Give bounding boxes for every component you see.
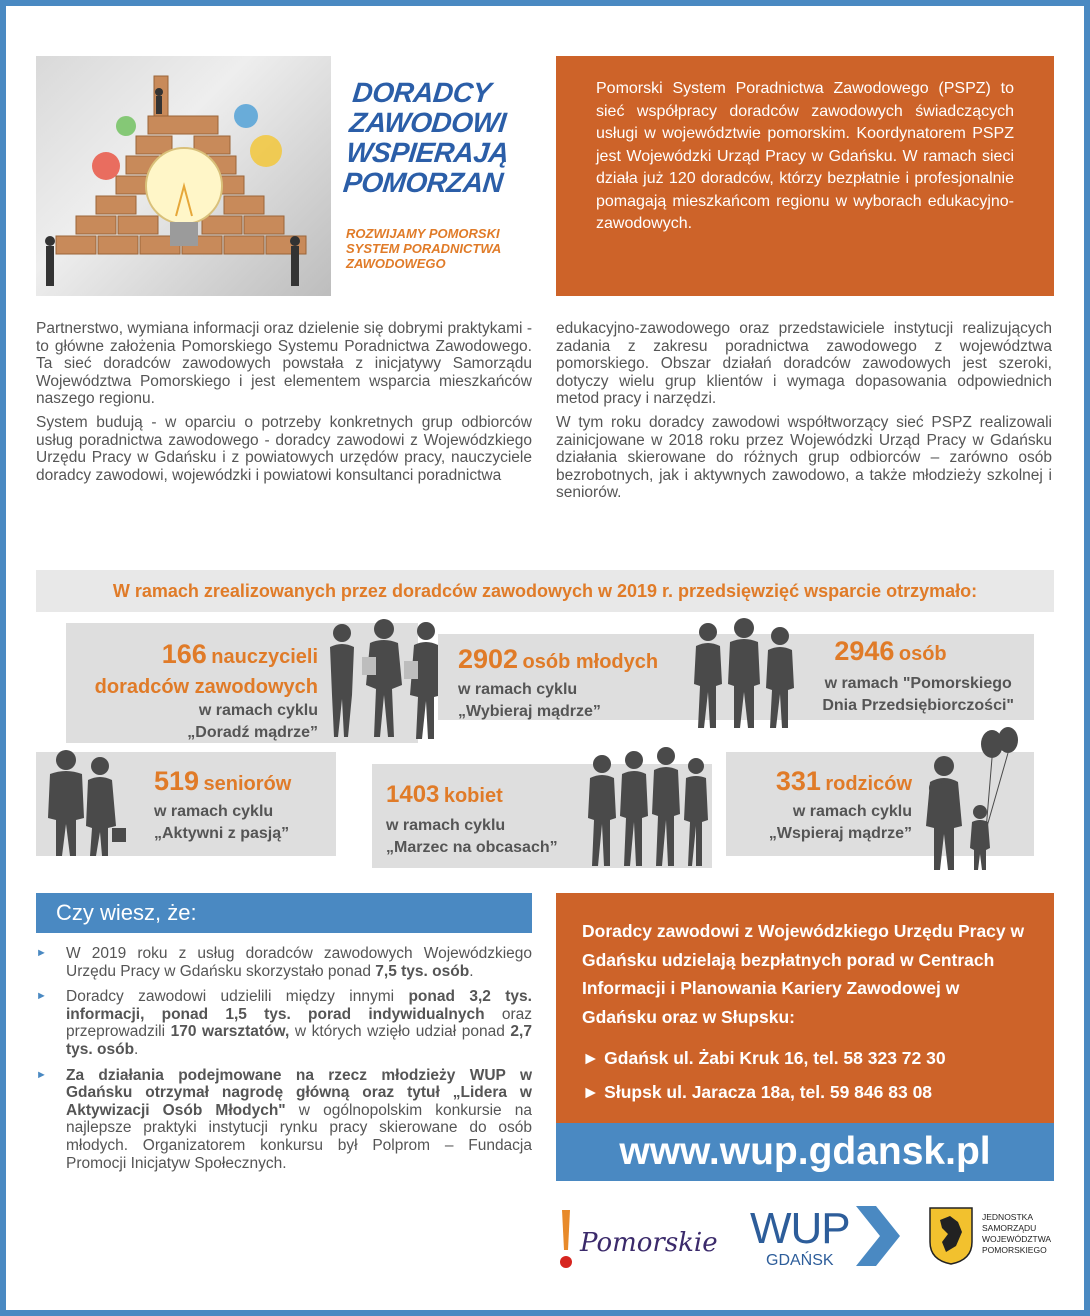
bullet-text: W 2019 roku z usług doradców zawodowych Wojewódzkiego Urzędu Pracy w Gdańsku skorzystało ponad — [66, 945, 532, 980]
stat-label: osób młodych — [522, 651, 659, 673]
address-gdansk: ► Gdańsk ul. Żabi Kruk 16, tel. 58 323 72 30 — [582, 1048, 946, 1068]
stat-label: nauczycieli — [211, 646, 318, 668]
body-columns — [36, 320, 1054, 550]
list-item — [36, 1067, 532, 1173]
stat-number: 331 — [775, 766, 821, 796]
stat-text — [154, 766, 291, 845]
voivodeship-logo — [928, 1206, 1054, 1276]
lightbulb-bricks-illustration — [36, 56, 331, 296]
wup-city: GDAŃSK — [766, 1252, 834, 1269]
logo-line: SAMORZĄDU — [982, 1223, 1037, 1233]
griffin-coat-of-arms-icon — [928, 1206, 974, 1266]
bullet-text: w ogólnopolskim konkursie na najlepsze praktyki instytucji rynku pracy skierowane do osób młodych. Organizatorem konkursu był Polprom – Fundacja Promocji Inicjatyw Społecznych. — [66, 1101, 532, 1172]
stat-text — [726, 766, 912, 845]
bullet-arrow-icon: ► — [36, 1068, 47, 1081]
bullet-bold: 2,7 tys. osób — [66, 1023, 532, 1058]
website-link[interactable]: www.wup.gdansk.pl — [556, 1123, 1054, 1181]
stat-sub-2: Dnia Przedsiębiorczości" — [822, 697, 1014, 714]
body-paragraph: edukacyjno-zawodowego oraz przedstawiciele instytucji realizujących zadania z zakresu poradnictwa zawodowego z województwa pomorskiego. Obszar działań doradców zawodowych jest szeroki, dotyczy wielu grup klientów i wymaga dopasowania odpowiednich metod pracy i narzędzi. — [556, 320, 1052, 408]
stat-number: 166 — [161, 639, 207, 669]
bullet-bold: 7,5 tys. osób — [375, 962, 470, 980]
list-item — [36, 988, 532, 1058]
body-paragraph: W tym roku doradcy zawodowi współtworzący sieć PSPZ realizowali zainicjowane w 2018 roku przez Wojewódzki Urząd Pracy w Gdańsku działania skierowane do różnych grup odbiorców – zarówno osób bezrobotnych, jak i aktywnych zawodowo, a także młodzieży szkolnej i seniorów. — [556, 413, 1052, 502]
youth-silhouette-icon — [690, 618, 800, 730]
hero-subtitle: ROZWIJAMY POMORSKI SYSTEM PORADNICTWA ZAWODOWEGO — [346, 226, 501, 271]
stat-label: osób — [898, 643, 947, 665]
illustration-graphic — [36, 56, 331, 296]
stat-sub-1: w ramach cyklu — [458, 681, 578, 698]
intro-box — [556, 56, 1054, 296]
contact-box — [556, 893, 1054, 1123]
bullet-text: . — [134, 1040, 139, 1058]
stat-text — [66, 639, 318, 744]
wup-logo — [750, 1206, 910, 1276]
contact-text: Doradcy zawodowi z Wojewódzkiego Urzędu Pracy w Gdańsku udzielają bezpłatnych porad w Centrach Informacji i Planowania Kariery Zawodowej w Gdańsku oraz w Słupsku: — [582, 921, 1025, 1027]
bullet-text: w których wzięło udział ponad — [289, 1023, 511, 1041]
stat-label: rodziców — [825, 773, 912, 795]
logo-row — [556, 1200, 1054, 1290]
stat-text — [458, 644, 658, 723]
seniors-silhouette-icon — [36, 746, 132, 858]
stat-sub-2: „Aktywni z pasją” — [154, 825, 290, 842]
pomorskie-logo — [556, 1208, 726, 1278]
stat-label: kobiet — [443, 785, 503, 807]
logo-line: JEDNOSTKA — [982, 1212, 1034, 1222]
stat-sub-2: „Wspieraj mądrze” — [768, 825, 912, 842]
bullet-arrow-icon: ► — [36, 947, 47, 959]
stat-number: 519 — [154, 766, 200, 796]
logo-line: WOJEWÓDZTWA — [982, 1234, 1052, 1244]
stat-number: 2902 — [458, 644, 519, 674]
bullet-bold: 170 warsztatów, — [170, 1023, 290, 1041]
stat-label: seniorów — [203, 773, 292, 795]
stat-text — [386, 778, 558, 859]
address-slupsk: ► Słupsk ul. Jaracza 18a, tel. 59 846 83 08 — [582, 1082, 933, 1102]
stat-sub-1: w ramach cyklu — [154, 803, 274, 820]
stat-label-2: doradców zawodowych — [94, 676, 318, 698]
voivodeship-text — [982, 1212, 1051, 1256]
hero-banner — [36, 56, 554, 296]
bullet-text: . — [469, 962, 474, 980]
logo-line: POMORSKIEGO — [982, 1245, 1047, 1255]
bullet-bold: Za działania podejmowane na rzecz młodzieży WUP w Gdańsku otrzymał nagrodę główną oraz tytuł „Lidera w Aktywizacji Osób Młodych" — [66, 1066, 532, 1119]
exclamation-icon — [556, 1208, 576, 1270]
stat-sub-1: w ramach cyklu — [198, 702, 318, 719]
did-you-know-heading: Czy wiesz, że: — [36, 893, 532, 933]
intro-text: Pomorski System Poradnictwa Zawodowego (PSPZ) to sieć współpracy doradców zawodowych świadczących usługi w województwie pomorskim. Koordynatorem PSPZ jest Wojewódzki Urząd Pracy w Gdańsku. W ramach sieci działa już 120 doradców, którzy bezpłatnie i profesjonalnie pomagają mieszkańcom regionu w wyborach edukacyjno-zawodowych. — [596, 80, 1014, 232]
teachers-silhouette-icon — [322, 615, 452, 743]
bullet-arrow-icon: ► — [36, 990, 47, 1003]
stat-sub-1: w ramach "Pomorskiego — [824, 675, 1012, 692]
stat-number: 1403 — [386, 781, 440, 808]
wup-wordmark: WUP — [750, 1204, 850, 1253]
address-list — [582, 1041, 1028, 1109]
stat-number: 2946 — [834, 636, 895, 666]
stats-banner: W ramach zrealizowanych przez doradców zawodowych w 2019 r. przedsięwzięć wsparcie otrzymało: — [36, 570, 1054, 612]
pomorskie-wordmark: Pomorskie — [580, 1228, 718, 1258]
bullet-text: oraz przeprowadzili — [66, 1005, 532, 1041]
stat-card-teachers — [66, 623, 418, 743]
list-item — [36, 945, 532, 980]
body-paragraph: System budują - w oparciu o potrzeby konkretnych grup odbiorców usług poradnictwa zawodowego - doradcy zawodowi z Wojewódzkiego Urzędu Pracy w Gdańsku i z powiatowych urzędów pracy, nauczyciele doradcy zawodowi, wojewódzki i powiatowi konsultanci poradnictwa — [36, 413, 532, 484]
stat-sub-1: w ramach cyklu — [386, 817, 506, 834]
bullet-bold: ponad 3,2 tys. informacji, ponad 1,5 tys. porad indywidualnych — [66, 988, 532, 1023]
hero-title: DORADCY ZAWODOWI WSPIERAJĄ POMORZAN — [341, 77, 511, 198]
women-silhouette-icon — [586, 744, 710, 868]
body-column-left — [36, 320, 532, 490]
stat-sub-2: „Wybieraj mądrze” — [458, 703, 601, 720]
stat-sub-2: „Doradź mądrze” — [187, 724, 318, 741]
did-you-know-list — [36, 945, 532, 1180]
stat-text — [822, 634, 1014, 717]
body-column-right — [556, 320, 1052, 508]
stat-sub-1: w ramach cyklu — [792, 803, 912, 820]
parents-silhouette-icon — [914, 726, 1024, 872]
stat-card-youth — [438, 634, 692, 720]
body-paragraph: Partnerstwo, wymiana informacji oraz dzielenie się dobrymi praktykami - to główne założenia Pomorskiego Systemu Poradnictwa Zawodowego. Ta sieć doradców zawodowych powstała z inicjatywy Samorządu Województwa Pomorskiego i jest elementem wsparcia mieszkańców naszego regionu. — [36, 320, 532, 408]
bullet-text: Doradcy zawodowi udzielili między innymi — [66, 988, 409, 1006]
stat-sub-2: „Marzec na obcasach” — [386, 839, 558, 856]
chevron-right-icon — [856, 1206, 900, 1266]
